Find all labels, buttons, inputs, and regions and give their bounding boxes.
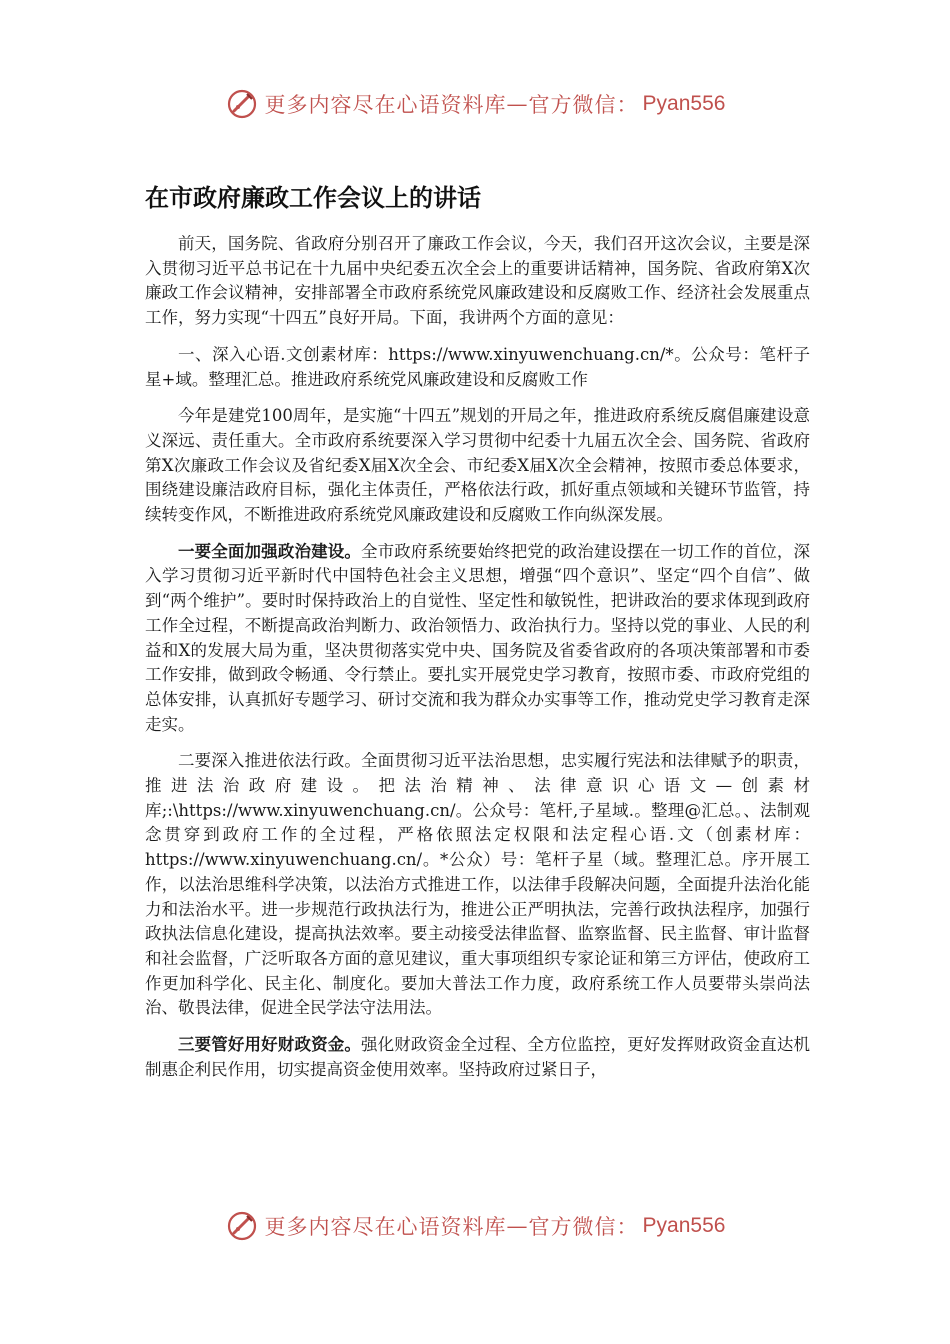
banner-wechat-id: Pyan556 <box>642 1214 726 1237</box>
paragraph <box>145 232 810 331</box>
document-title: 在市政府廉政工作会议上的讲话 <box>145 184 481 212</box>
paragraph-text: 二要深入推进依法行政。全面贯彻习近平法治思想，忠实履行宪法和法律赋予的职责，推进法治政府建设。把法治精神、法律意识心语文—创素材库;:\https://www.xinyuwenchuang.cn/。公众号：笔杆,子星域.。整理@汇总。、法制观念贯穿到政府工作的全过程，严格依照法定权限和法定程心语.文（创素材库：https://www.xinyuwenchuang.cn/。*公众）号：笔杆子星（域。整理汇总。序开展工作，以法治思维科学决策，以法治方式推进工作，以法律手段解决问题，全面提升法治化能力和法治水平。进一步规范行政执法行为，推进公正严明执法，完善行政执法程序，加强行政执法信息化建设，提高执法效率。要主动接受法律监督、监察监督、民主监督、审计监督和社会监督，广泛听取各方面的意见建议，重大事项组织专家论证和第三方评估，使政府工作更加科学化、民主化、制度化。要加大普法工作力度，政府系统工作人员要带头崇尚法治、敬畏法律，促进全民学法守法用法。 <box>145 751 810 1018</box>
paragraph-lead: 三要管好用好财政资金。 <box>178 1035 361 1055</box>
banner-text: 更多内容尽在心语资料库 <box>264 93 507 117</box>
document-body <box>145 232 810 1095</box>
paragraph-text: 今年是建党100周年，是实施“十四五”规划的开局之年，推进政府系统反腐倡廉建设意义深远、责任重大。全市政府系统要深入学习贯彻中纪委十九届五次全会、国务院、省政府第X次廉政工作会议及省纪委X届X次全会、市纪委X届X次全会精神，按照市委总体要求，围绕建设廉洁政府目标，强化主体责任，严格依法行政，抓好重点领域和关键环节监管，持续转变作风，不断推进政府系统党风廉政建设和反腐败工作向纵深发展。 <box>145 406 810 525</box>
banner-wechat-id: Pyan556 <box>642 92 726 115</box>
brand-logo-icon <box>225 87 259 121</box>
paragraph <box>145 1033 810 1082</box>
paragraph <box>145 540 810 738</box>
paragraph-text: 强化财政资金全过程、全方位监控，更好发挥财政资金直达机制惠企利民作用，切实提高资金使用效率。坚持政府过紧日子， <box>145 1035 811 1079</box>
brand-logo-icon <box>225 1209 259 1243</box>
banner-wechat-label: 官方微信： <box>528 1215 639 1239</box>
paragraph-lead: 一要全面加强政治建设。 <box>178 541 361 561</box>
paragraph <box>145 404 810 528</box>
header-watermark-banner <box>0 84 950 124</box>
banner-text: 更多内容尽在心语资料库 <box>264 1215 507 1239</box>
paragraph <box>145 749 810 1021</box>
banner-wechat-label: 官方微信： <box>528 93 639 117</box>
footer-watermark-banner <box>0 1206 950 1246</box>
paragraph-text: 前天，国务院、省政府分别召开了廉政工作会议，今天，我们召开这次会议，主要是深入贯彻习近平总书记在十九届中央纪委五次全会上的重要讲话精神，国务院、省政府第X次廉政工作会议精神，安排部署全市政府系统党风廉政建设和反腐败工作、经济社会发展重点工作，努力实现“十四五”良好开局。下面，我讲两个方面的意见： <box>145 234 810 328</box>
paragraph-text: 一、深入心语.文创素材库：https://www.xinyuwenchuang.cn/*。公众号：笔杆子星+域。整理汇总。推进政府系统党风廉政建设和反腐败工作 <box>145 344 810 389</box>
banner-dash: — <box>506 92 529 116</box>
paragraph <box>145 343 810 392</box>
banner-dash: — <box>506 1214 529 1238</box>
paragraph-text: 全市政府系统要始终把党的政治建设摆在一切工作的首位，深入学习贯彻习近平新时代中国特色社会主义思想，增强“四个意识”、坚定“四个自信”、做到“两个维护”。要时时保持政治上的自觉性、坚定性和敏锐性，把讲政治的要求体现到政府工作全过程，不断提高政治判断力、政治领悟力、政治执行力。坚持以党的事业、人民的利益和X的发展大局为重，坚决贯彻落实党中央、国务院及省委省政府的各项决策部署和市委工作安排，做到政令畅通、令行禁止。要扎实开展党史学习教育，按照市委、市政府党组的总体安排，认真抓好专题学习、研讨交流和我为群众办实事等工作，推动党史学习教育走深走实。 <box>145 541 811 734</box>
